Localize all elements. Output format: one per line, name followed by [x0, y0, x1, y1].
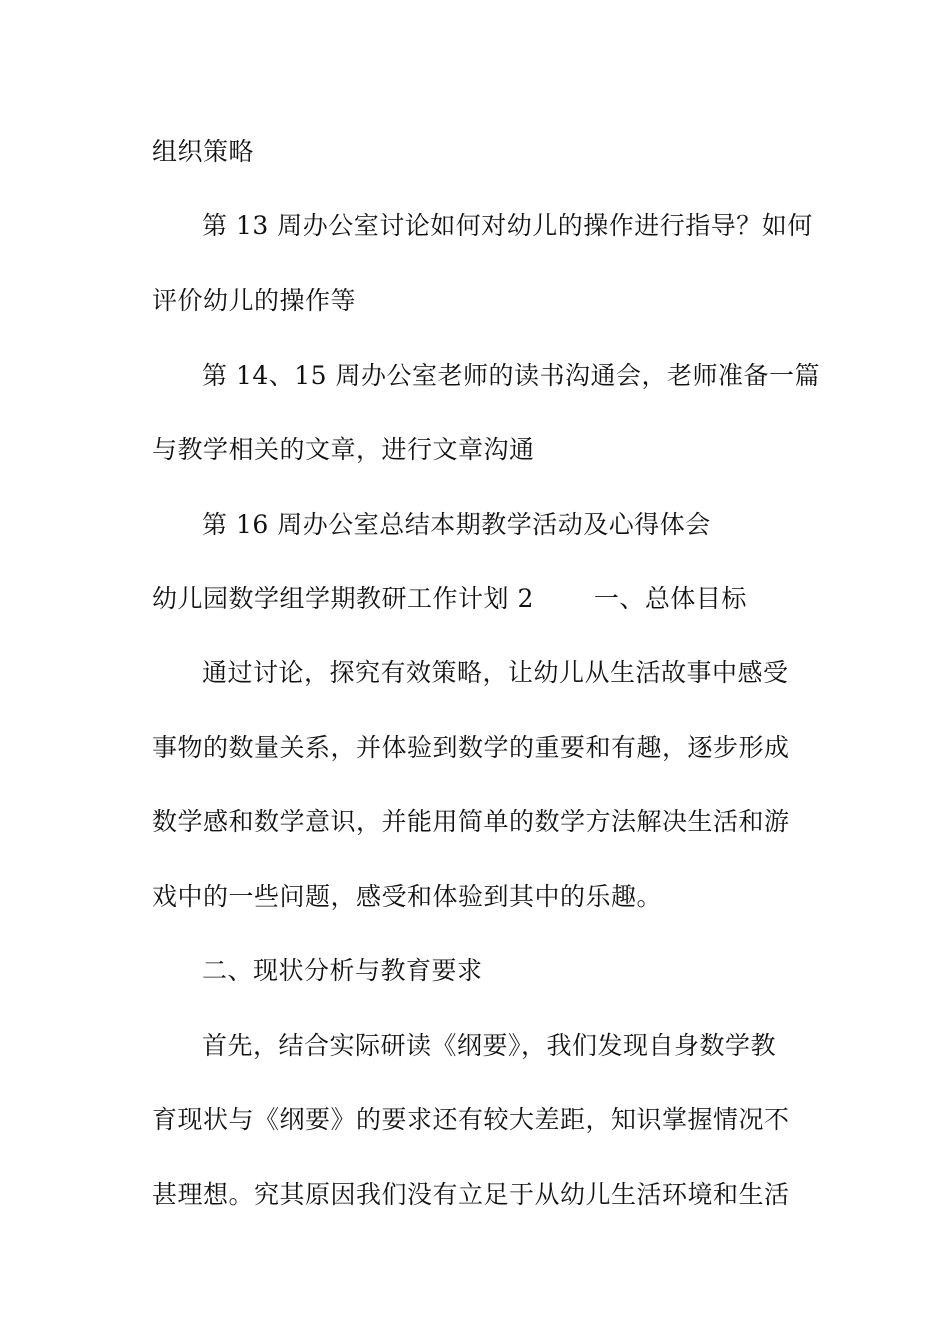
- text-line: 育现状与《纲要》的要求还有较大差距，知识掌握情况不: [152, 1105, 790, 1134]
- text-line: 数学感和数学意识，并能用简单的数学方法解决生活和游: [152, 807, 790, 836]
- text-line: 事物的数量关系，并体验到数学的重要和有趣，逐步形成: [152, 733, 790, 762]
- text-line: 通过讨论，探究有效策略，让幼儿从生活故事中感受: [202, 658, 789, 687]
- text-line: 与教学相关的文章，进行文章沟通: [152, 435, 535, 464]
- text-line: 第 16 周办公室总结本期教学活动及心得体会: [202, 510, 711, 539]
- section-heading-goals: 一、总体目标: [593, 584, 747, 613]
- text-line: 首先，结合实际研读《纲要》，我们发现自身数学教: [202, 1031, 777, 1060]
- plan-title: 幼儿园数学组学期教研工作计划 2: [152, 584, 534, 613]
- text-line: 组织策略: [152, 137, 255, 166]
- plan-heading-line: [152, 584, 747, 614]
- section-heading-analysis: 二、现状分析与教育要求: [202, 956, 483, 985]
- text-line: 第 13 周办公室讨论如何对幼儿的操作进行指导？如何: [202, 211, 813, 240]
- text-line: 评价幼儿的操作等: [152, 286, 357, 315]
- text-line: 甚理想。究其原因我们没有立足于从幼儿生活环境和生活: [152, 1180, 790, 1209]
- text-line: 戏中的一些问题，感受和体验到其中的乐趣。: [152, 882, 663, 911]
- text-line: 第 14、15 周办公室老师的读书沟通会，老师准备一篇: [202, 361, 821, 390]
